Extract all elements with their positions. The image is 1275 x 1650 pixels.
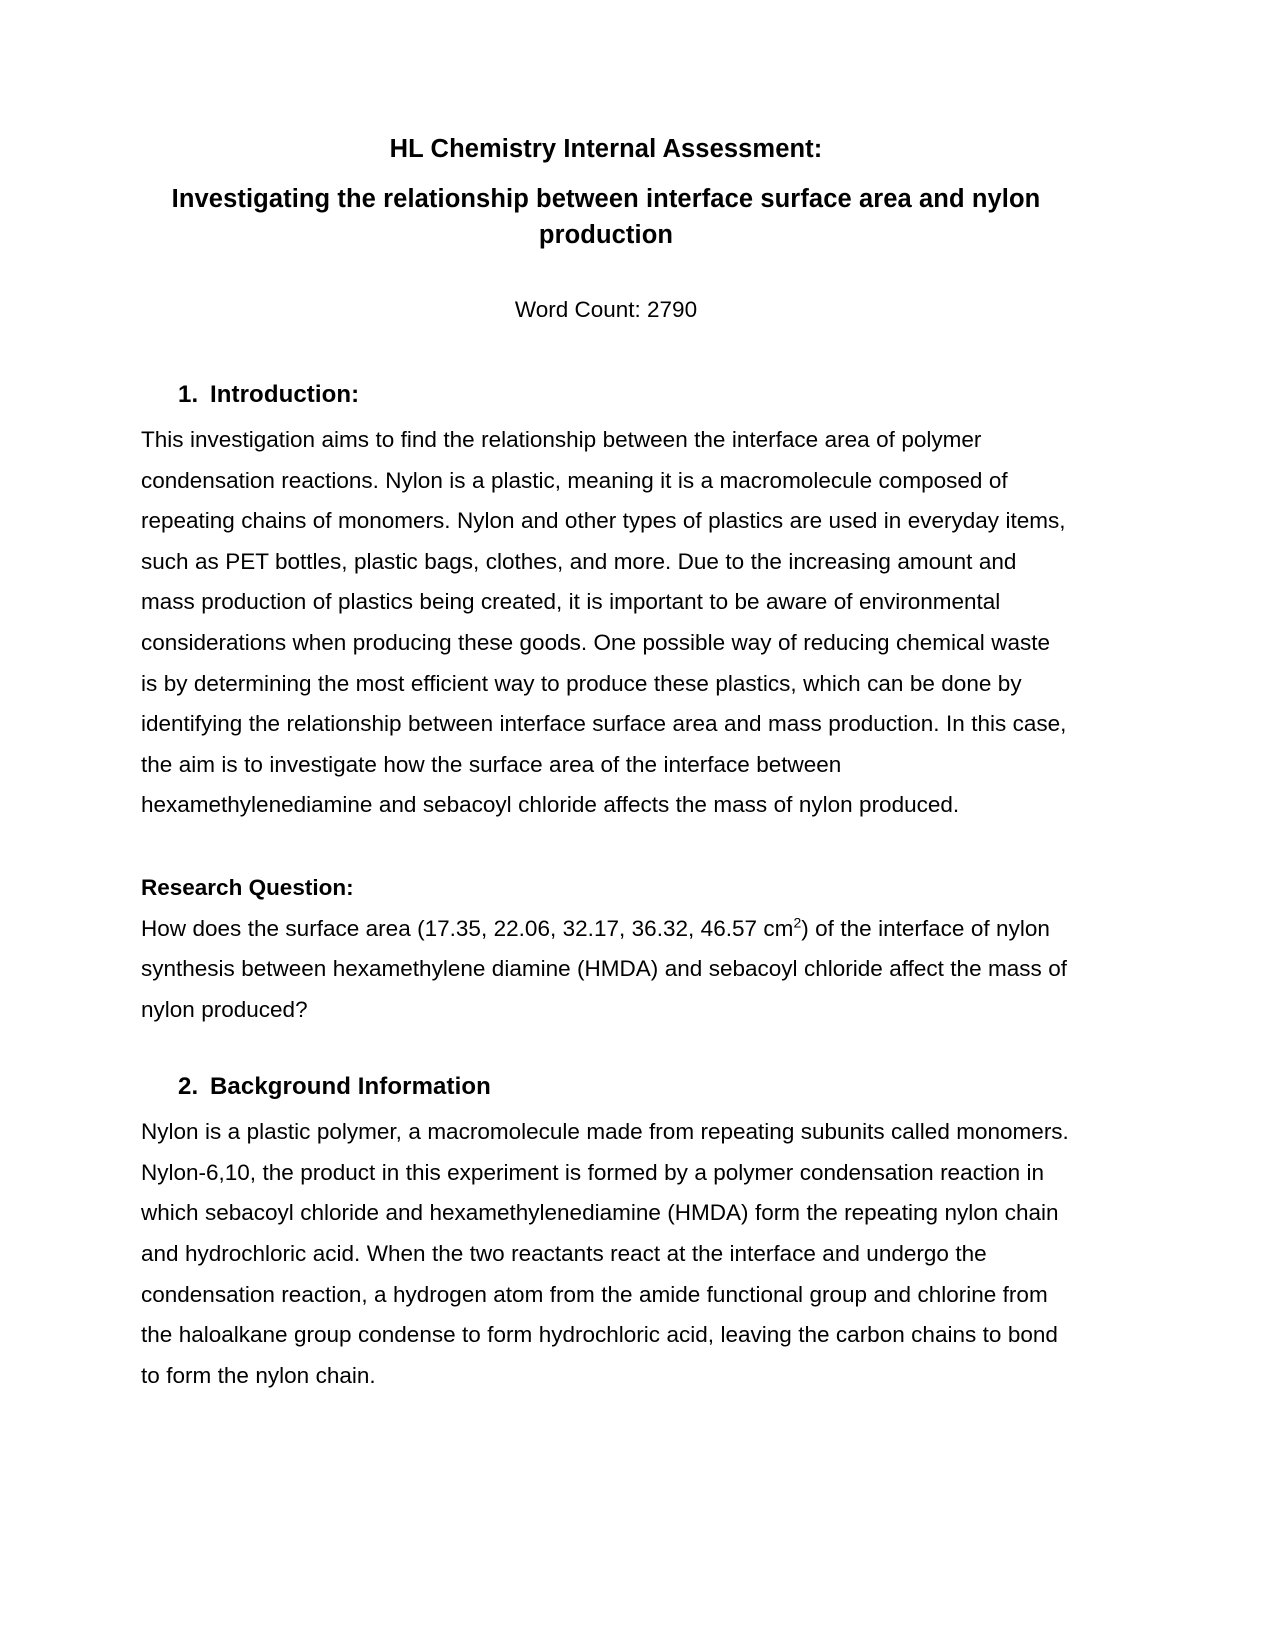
section-label-introduction: Introduction:: [210, 381, 360, 409]
section-number-2: 2.: [178, 1073, 199, 1101]
title-line-1: HL Chemistry Internal Assessment:: [389, 135, 823, 163]
document-body: [141, 131, 1071, 1396]
word-count: Word Count: 2790: [514, 296, 698, 322]
spacer: [141, 326, 1071, 378]
rq-text-before: How does the surface area (17.35, 22.06, 32.17, 36.32, 46.57 cm: [141, 915, 794, 941]
research-question-heading: Research Question:: [141, 874, 354, 900]
paragraph-introduction: This investigation aims to find the relationship between the interface area of polymer condensation reactions. Nylon is a plastic, meaning it is a macromolecule composed of repeating chains of monomers. Nylon and other types of plastics are used in everyday items, such as PET bottles, plastic bags, clothes, and more. Due to the increasing amount and mass production of plastics being created, it is important to be aware of environmental considerations when producing these goods. One possible way of reducing chemical waste is by determining the most efficient way to produce these plastics, which can be done by identifying the relationship between interface surface area and mass production. In this case, the aim is to investigate how the surface area of the interface between hexamethylenediamine and sebacoyl chloride affects the mass of nylon produced.: [141, 427, 1067, 818]
spacer: [141, 826, 1071, 868]
rq-superscript: 2: [793, 914, 802, 931]
section-heading-background-information: [141, 1070, 1071, 1105]
section-number-1: 1.: [178, 381, 199, 409]
title-line-2: Investigating the relationship between interface surface area and nylon production: [171, 185, 1041, 250]
spacer: [141, 1030, 1071, 1070]
rq-text-after: ) of the interface of nylon synthesis between hexamethylene diamine (HMDA) and sebacoyl chloride affect the mass of nylon produced?: [141, 915, 1068, 1022]
paragraph-background-information: Nylon is a plastic polymer, a macromolecule made from repeating subunits called monomers. Nylon-6,10, the product in this experiment is formed by a polymer condensation reaction in which sebacoyl chloride and hexamethylenediamine (HMDA) form the repeating nylon chain and hydrochloric acid. When the two reactants react at the interface and undergo the condensation reaction, a hydrogen atom from the amide functional group and chlorine from the haloalkane group condense to form hydrochloric acid, leaving the carbon chains to bond to form the nylon chain.: [141, 1119, 1069, 1388]
section-label-background-information: Background Information: [210, 1073, 491, 1101]
document-title: [141, 131, 1071, 254]
section-heading-introduction: [141, 378, 1071, 413]
paragraph-research-question: [141, 909, 1071, 1031]
